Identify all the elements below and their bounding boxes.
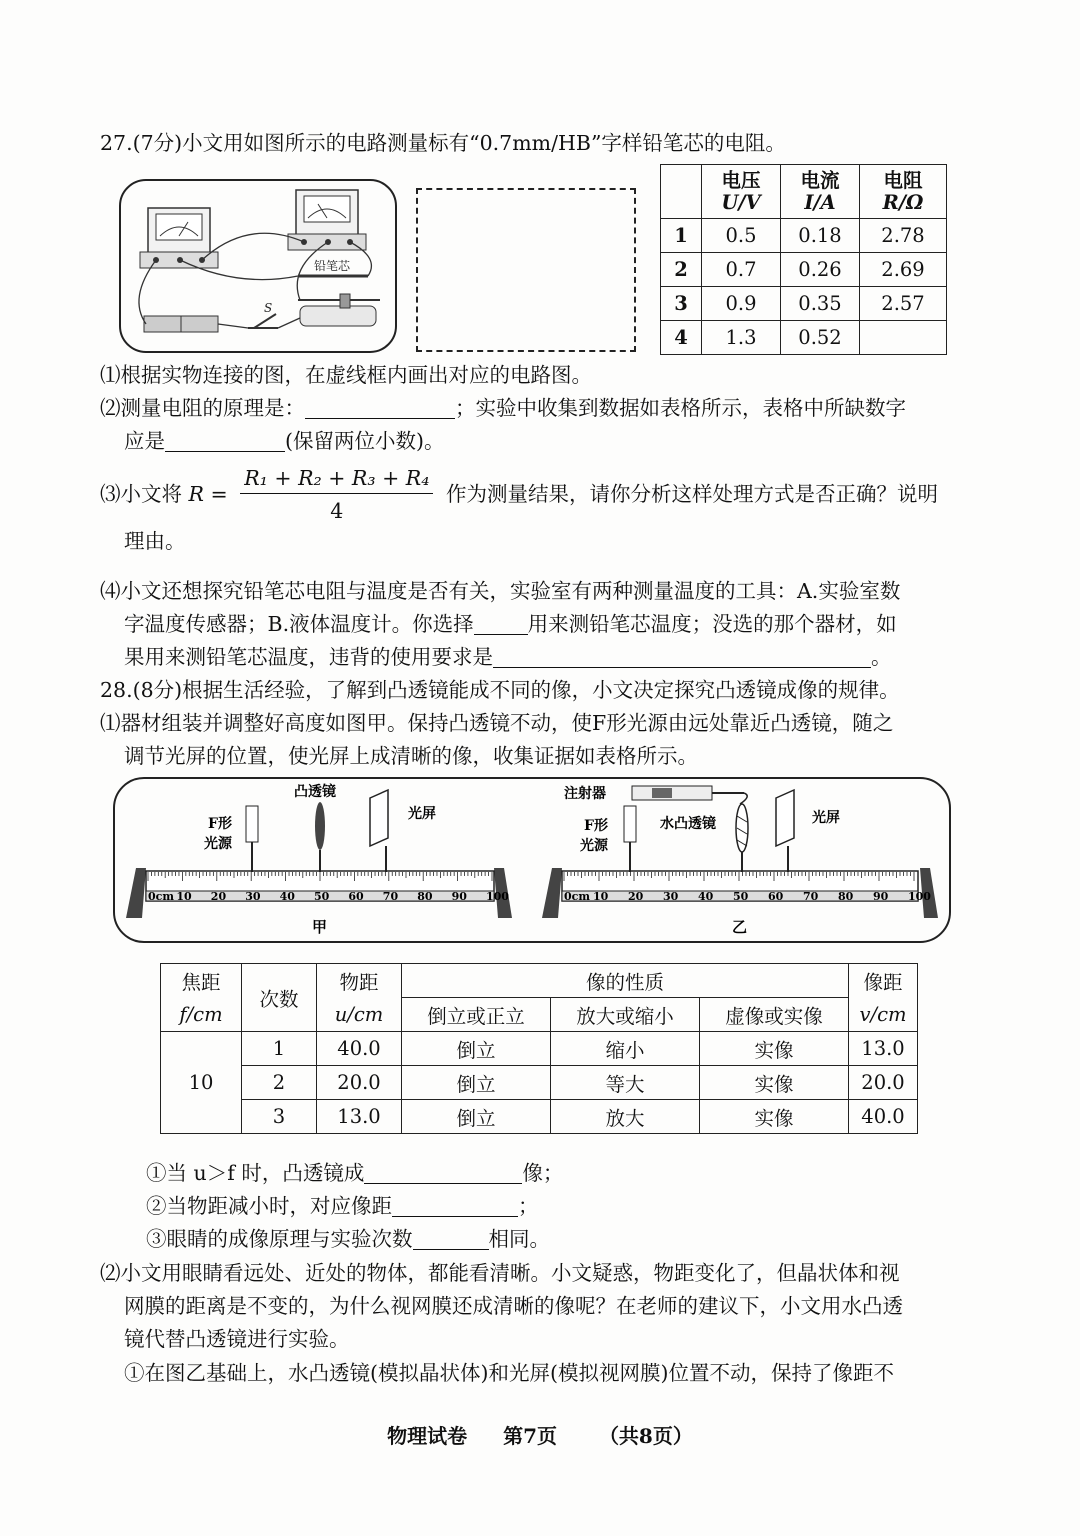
ruler-tick-label: 40 <box>279 890 295 903</box>
q28-data-table: 焦距 次数 物距 像的性质 像距 f/cm u/cm 倒立或正立 放大或缩小 虚像或实像 v/cm 10 1 40.0 倒立 缩小 实像 13.0 2 20.0 倒立 等大 实像 20.0 3 13.0 倒立 放大 实像 40.0 <box>160 963 918 1134</box>
ruler-tick-label: 90 <box>451 890 467 903</box>
ruler-tick-label: 50 <box>314 890 330 903</box>
ruler-tick-label: 90 <box>873 890 889 903</box>
ammeter-icon <box>140 208 218 268</box>
ruler-tick-label: 40 <box>698 890 714 903</box>
ruler-tick-label: 10 <box>176 890 192 903</box>
ruler-tick-label: 60 <box>768 890 784 903</box>
f-source-label-2: 光源 <box>204 836 232 852</box>
pencil-lead-label: 铅笔芯 <box>314 259 351 273</box>
footer-total: （共8页） <box>598 1424 693 1448</box>
f-source-label-yi-1: F形 <box>584 818 608 834</box>
voltmeter-icon <box>288 190 366 250</box>
q27-circuit-figure <box>118 178 398 354</box>
table-row: 2 0.7 0.26 2.69 <box>661 253 947 287</box>
q27-part3-line2: 理由。 <box>124 529 186 553</box>
ruler-tick-label: 100 <box>908 890 931 903</box>
q28-part1-line2: 调节光屏的位置，使光屏上成清晰的像，收集证据如表格所示。 <box>124 744 698 768</box>
bench-jia <box>126 783 512 936</box>
caption-yi: 乙 <box>732 918 748 936</box>
circuit-diagram-answer-box[interactable] <box>416 188 636 352</box>
screen-label-yi: 光屏 <box>812 810 840 826</box>
table-row: 2 20.0 倒立 等大 实像 20.0 <box>161 1066 918 1100</box>
ruler-tick-label: 80 <box>417 890 433 903</box>
missing-number-blank[interactable] <box>165 429 285 452</box>
syringe-icon <box>632 786 747 804</box>
convex-lens-label: 凸透镜 <box>294 784 336 800</box>
ruler-tick-label: 50 <box>733 890 749 903</box>
trial-number-blank[interactable] <box>413 1227 489 1250</box>
ruler-tick-label: 20 <box>628 890 644 903</box>
table-row: 4 1.3 0.52 <box>661 321 947 355</box>
ruler-tick-label: 60 <box>348 890 364 903</box>
missing-resistance-cell[interactable] <box>860 321 947 355</box>
ruler-tick-label: 100 <box>486 890 509 903</box>
q27-title: 27.(7分)小文用如图所示的电路测量标有“0.7mm/HB”字样铅笔芯的电阻。 <box>100 131 786 155</box>
q27-data-table: 电压 U/V 电流 I/A 电阻 R/Ω 1 0.5 0.18 2.78 2 0.7 0.26 2.69 3 0.9 0.35 2.57 4 1.3 0.52 <box>660 164 947 355</box>
image-distance-blank[interactable] <box>392 1194 518 1217</box>
ruler-tick-label: 30 <box>245 890 261 903</box>
table-row: 3 13.0 倒立 放大 实像 40.0 <box>161 1100 918 1134</box>
q28-title: 28.(8分)根据生活经验，了解到凸透镜能成不同的像，小文决定探究凸透镜成像的规律。 <box>100 678 900 702</box>
water-lens-label: 水凸透镜 <box>660 816 716 832</box>
choice-blank[interactable] <box>474 612 528 635</box>
switch-label: S <box>264 301 273 315</box>
q27-part4-line3: 果用来测铅笔芯温度，违背的使用要求是 。 <box>124 645 892 669</box>
q28-sub2: ②当物距减小时，对应像距 ； <box>146 1194 539 1218</box>
screen-label-jia: 光屏 <box>408 806 436 822</box>
footer-page: 第7页 <box>503 1424 557 1448</box>
q28-part2-line2: 网膜的距离是不变的，为什么视网膜还成清晰的像呢？在老师的建议下，小文用水凸透 <box>124 1294 903 1318</box>
average-formula: $\frac{\text{R₁ + R₂ + R₃ + R₄}}{4}$ <box>240 463 433 528</box>
q28-part2-line4: ①在图乙基础上，水凸透镜(模拟晶状体)和光屏(模拟视网膜)位置不动，保持了像距不 <box>124 1361 894 1385</box>
image-type-blank[interactable] <box>364 1161 522 1184</box>
q27-part2-line1: ⑵测量电阻的原理是： ；实验中收集到数据如表格所示，表格中所缺数字 <box>100 396 906 420</box>
principle-blank[interactable] <box>305 396 455 419</box>
ruler-tick-label: 70 <box>803 890 819 903</box>
f-source-label-1: F形 <box>208 816 232 832</box>
footer-subject: 物理试卷 <box>387 1424 468 1448</box>
requirement-blank[interactable] <box>493 645 871 668</box>
caption-jia: 甲 <box>312 918 328 936</box>
q28-part1-line1: ⑴器材组装并调整好高度如图甲。保持凸透镜不动，使F形光源由远处靠近凸透镜，随之 <box>100 711 894 735</box>
ruler-tick-label: 30 <box>663 890 679 903</box>
ruler-tick-label: 70 <box>382 890 399 903</box>
table-row: 1 0.5 0.18 2.78 <box>661 219 947 253</box>
ruler-tick-label: 80 <box>838 890 854 903</box>
ruler-tick-label: 10 <box>593 890 609 903</box>
q28-part2-line3: 镜代替凸透镜进行实验。 <box>124 1327 350 1351</box>
f-source-label-yi-2: 光源 <box>580 838 608 854</box>
q28-part2-line1: ⑵小文用眼睛看远处、近处的物体，都能看清晰。小文疑惑，物距变化了，但晶状体和视 <box>100 1261 900 1285</box>
q27-part2-line2: 应是 (保留两位小数)。 <box>124 429 445 453</box>
q27-part3-line1: ⑶小文将 R = $\frac{\text{R₁ + R₂ + R₃ + R₄}}{4}$ 作为测量结果，请你分析这样处理方式是否正确？说明 <box>100 462 938 528</box>
formula-lhs: R = <box>188 482 228 506</box>
q28-sub1: ①当 u＞f 时，凸透镜成 像； <box>146 1161 564 1185</box>
bench-yi <box>542 785 938 936</box>
table-row: 3 0.9 0.35 2.57 <box>661 287 947 321</box>
q27-part4-line2: 字温度传感器；B.液体温度计。你选择 用来测铅笔芯温度；没选的那个器材，如 <box>124 612 897 636</box>
optical-bench-figure <box>112 776 952 944</box>
syringe-label: 注射器 <box>564 786 606 802</box>
ruler-tick-label: 20 <box>210 890 227 903</box>
page-footer <box>0 1420 1080 1449</box>
ruler-tick-label: 0cm <box>148 890 174 903</box>
q27-part4-line1: ⑷小文还想探究铅笔芯电阻与温度是否有关，实验室有两种测量温度的工具：A.实验室数 <box>100 579 901 603</box>
ruler-tick-label: 0cm <box>564 890 590 903</box>
q28-sub3: ③眼睛的成像原理与实验次数 相同。 <box>146 1227 550 1251</box>
table-row: 10 1 40.0 倒立 缩小 实像 13.0 <box>161 1032 918 1066</box>
q27-part1: ⑴根据实物连接的图，在虚线框内画出对应的电路图。 <box>100 363 592 387</box>
